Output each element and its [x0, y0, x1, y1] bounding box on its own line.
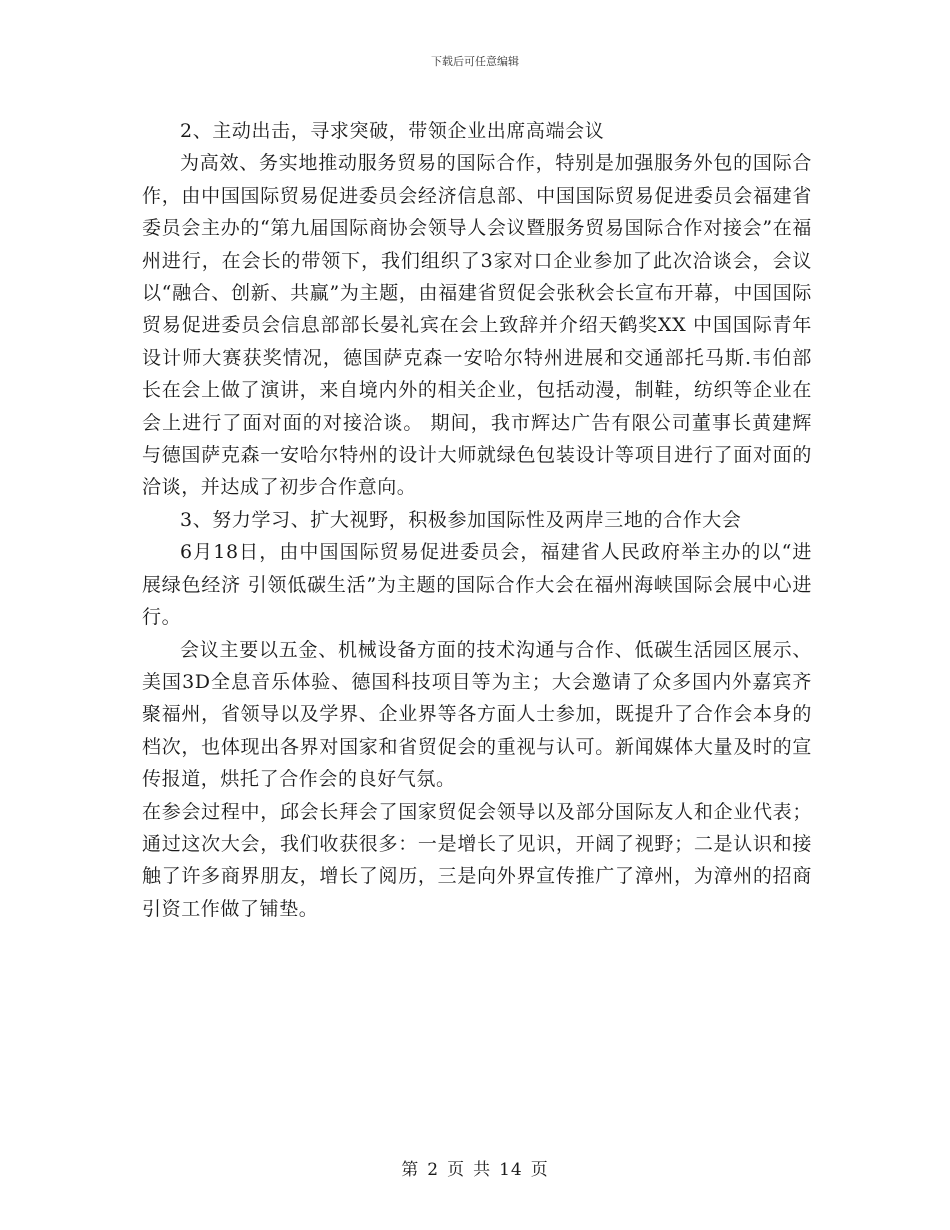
- page-header: 下载后可任意编辑: [431, 55, 519, 68]
- document-body: [142, 115, 812, 925]
- footer-total-pages: 14: [499, 1160, 523, 1180]
- footer-page-number: 2: [427, 1160, 440, 1180]
- paragraph-june-conference: 6月18日，由中国国际贸易促进委员会，福建省人民政府举主办的以“进展绿色经济 引领低碳生活”为主题的国际合作大会在福州海峡国际会展中心进行。: [142, 541, 812, 629]
- paragraph-conference-content: 会议主要以五金、机械设备方面的技术沟通与合作、低碳生活园区展示、美国3D全息音乐体验、德国科技项目等为主；大会邀请了众多国内外嘉宾齐聚福州，省领导以及学界、企业界等各方面人士参加，既提升了合作会本身的档次，也体现出各界对国家和省贸促会的重视与认可。新闻媒体大量及时的宣传报道，烘托了合作会的良好气氛。: [142, 638, 812, 791]
- footer-page-word: 页: [447, 1160, 466, 1180]
- footer-prefix: 第: [401, 1160, 420, 1180]
- section-heading-2: 2、主动出击，寻求突破，带领企业出席高端会议: [180, 120, 605, 142]
- paragraph-meeting-details: 为高效、务实地推动服务贸易的国际合作，特别是加强服务外包的国际合作，由中国国际贸易促进委员会经济信息部、中国国际贸易促进委员会福建省委员会主办的“第九届国际商协会领导人会议暨服务贸易国际合作对接会”在福州进行，在会长的带领下，我们组织了3家对口企业参加了此次洽谈会，会议以“融合、创新、共赢”为主题，由福建省贸促会张秋会长宣布开幕，中国国际贸易促进委员会信息部部长晏礼宾在会上致辞并介绍天鹤奖XX 中国国际青年设计师大赛获奖情况，德国萨克森一安哈尔特州进展和交通部托马斯.韦伯部长在会上做了演讲，来自境内外的相关企业，包括动漫，制鞋，纺织等企业在会上进行了面对面的对接洽谈。 期间，我市辉达广告有限公司董事长黄建辉与德国萨克森一安哈尔特州的设计大师就绿色包装设计等项目进行了面对面的洽谈，并达成了初步合作意向。: [142, 152, 812, 499]
- paragraph-conference-gains: 在参会过程中，邱会长拜会了国家贸促会领导以及部分国际友人和企业代表；通过这次大会，我们收获很多：一是增长了见识，开阔了视野；二是认识和接触了许多商界朋友，增长了阅历，三是向外界宣传推广了漳州，为漳州的招商引资工作做了铺垫。: [142, 800, 812, 920]
- page-footer: [0, 1155, 950, 1180]
- footer-suffix: 页: [530, 1160, 549, 1180]
- section-heading-3: 3、努力学习、扩大视野，积极参加国际性及两岸三地的合作大会: [180, 508, 742, 531]
- footer-total-word: 共: [473, 1160, 492, 1180]
